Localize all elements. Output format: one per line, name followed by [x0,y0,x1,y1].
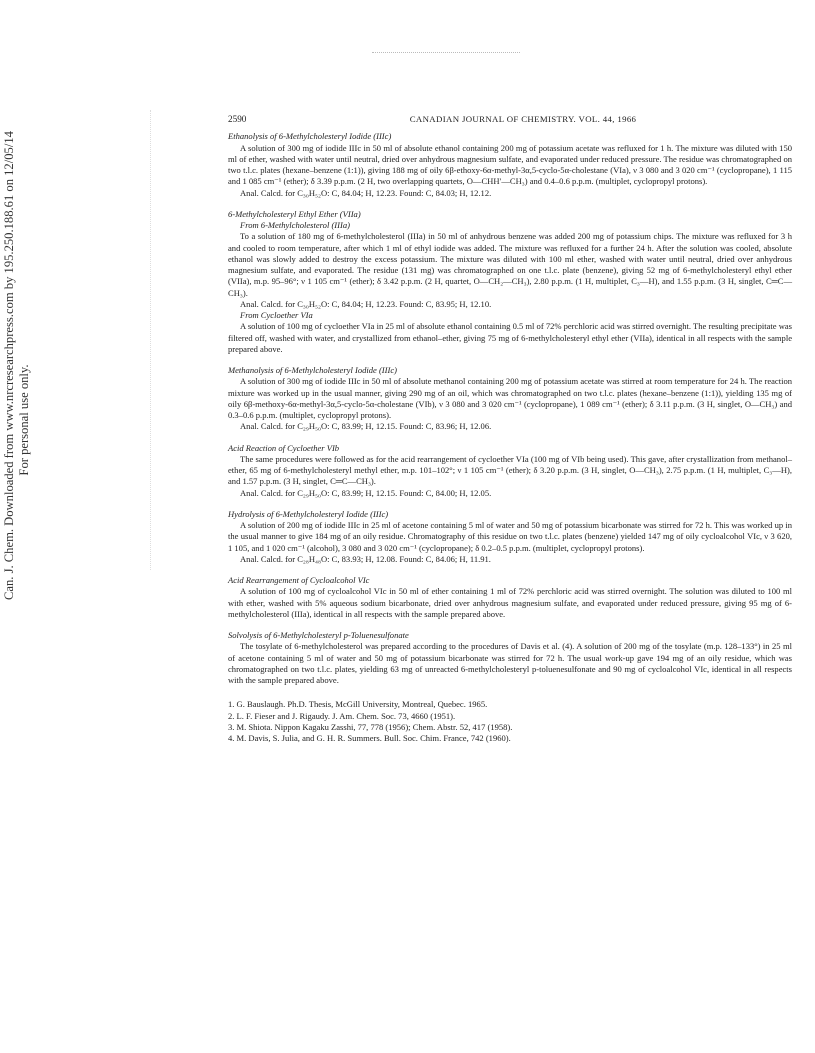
download-note-line-1: Can. J. Chem. Downloaded from www.nrcresearchpress.com by 195.250.188.61 on 12/05/14 [2,131,16,600]
section-title: Acid Rearrangement of Cycloalcohol VIc [228,575,370,585]
elemental-analysis: Anal. Calcd. for C₃₀H₅₂O: C, 84.04; H, 12.23. Found: C, 83.95; H, 12.10. [240,298,492,309]
elemental-analysis: Anal. Calcd. for C₃₀H₅₂O: C, 84.04; H, 12.23. Found: C, 84.03; H, 12.12. [240,187,492,198]
journal-title: CANADIAN JOURNAL OF CHEMISTRY. VOL. 44, 1966 [409,114,637,124]
reference-list [228,699,792,744]
section-title: Methanolysis of 6-Methylcholesteryl Iodide (IIIc) [228,365,397,375]
paragraph: A solution of 300 mg of iodide IIIc in 50 ml of absolute ethanol containing 200 mg of potassium acetate was refluxed for 1 h. The mixture was diluted with 150 ml of ether, washed with water until neutral, dried over anhydrous magnesium sulfate, and evaporated under reduced pressure. The residue was chromatographed on two t.l.c. plates (hexane–benzene (1:1)), giving 188 mg of oily 6β-ethoxy-6α-methyl-3α,5-cyclo-5α-cholestane (VIa), ν 3 080 and 3 020 cm⁻¹ (cyclopropane), 1 115 and 1 085 cm⁻¹ (ether); δ 3.39 p.p.m. (2 H, two overlapping quartets, O—CHH′—CH₃) and 0.4–0.6 p.p.m. (multiplet, cyclopropyl protons). [228,142,792,187]
section-title: Solvolysis of 6-Methylcholesteryl p-Toluenesulfonate [228,630,409,640]
paragraph: A solution of 300 mg of iodide IIIc in 50 ml of absolute methanol containing 200 mg of potassium acetate was stirred at room temperature for 24 h. The reaction mixture was worked up in the usual manner, giving 290 mg of an oil, which was chromatographed on two t.l.c. plates (hexane–benzene (1:1)), yielding 135 mg of oily 6β-methoxy-6α-methyl-3α,5-cyclo-5α-cholestane (VIb), ν 3 080 and 3 020 cm⁻¹ (cyclopropane), 1 089 cm⁻¹ (ether); δ 3.11 p.p.m. (3 H, singlet, O—CH₃) and 0.3–0.6 p.p.m. (multiplet, cyclopropyl protons). [228,376,792,420]
page-body [228,114,792,744]
scan-artifact [372,52,520,59]
paragraph: A solution of 100 mg of cycloether VIa in 25 ml of absolute ethanol containing 0.5 ml of 72% perchloric acid was stirred overnight. The resulting precipitate was filtered off, washed with water, and crystallized from ethanol–ether, giving 75 mg of 6-methylcholesteryl ethyl ether (VIIa), identical in all respects with the sample prepared above. [228,321,793,354]
elemental-analysis: Anal. Calcd. for C₂₉H₅₀O: C, 83.99; H, 12.15. Found: C, 84.00; H, 12.05. [240,487,492,498]
download-note-line-2: For personal use only. [17,364,31,476]
section-title: 6-Methylcholesteryl Ethyl Ether (VIIa) [228,208,361,219]
reference-item: 3. M. Shiota. Nippon Kagaku Zasshi, 77, 778 (1956); Chem. Abstr. 52, 417 (1958). [228,721,513,732]
subsection-title: From 6-Methylcholesterol (IIIa) [240,220,350,230]
elemental-analysis: Anal. Calcd. for C₂₈H₄₈O: C, 83.93; H, 12.08. Found: C, 84.06; H, 11.91. [240,553,491,564]
reference-item: 2. L. F. Fieser and J. Rigaudy. J. Am. Chem. Soc. 73, 4660 (1951). [228,710,456,721]
paragraph: The tosylate of 6-methylcholesterol was prepared according to the procedures of Davis et al. (4). A solution of 200 mg of the tosylate (m.p. 128–133°) in 25 ml of acetone containing 5 ml of water and 50 mg of potassium bicarbonate was stirred for 72 h. The usual work-up gave 194 mg of an oily residue, which was chromatographed on two t.l.c. plates, yielding 63 mg of unreacted 6-methylcholesteryl p-toluenesulfonate and 90 mg of cycloalcohol VIc, identical in all respects with the sample prepared above. [228,641,792,685]
page-number: 2590 [228,114,247,124]
reference-item: 1. G. Bauslaugh. Ph.D. Thesis, McGill University, Montreal, Quebec. 1965. [228,699,488,710]
section-title: Hydrolysis of 6-Methylcholesteryl Iodide (IIIc) [228,508,389,519]
margin-artifact [150,110,153,570]
section-title: Acid Reaction of Cycloether VIb [228,442,340,453]
download-watermark [2,131,44,600]
paragraph: A solution of 200 mg of iodide IIIc in 25 ml of acetone containing 5 ml of water and 50 mg of potassium bicarbonate was stirred for 72 h. This was worked up in the usual manner to give 184 mg of an oily residue. Chromatography of this residue on two t.l.c. plates (benzene) yielded 147 mg of oily cycloalcohol VIc, ν 3 620, 1 105, and 1 020 cm⁻¹ (alcohol), 3 080 and 3 020 cm⁻¹ (cyclopropane); δ 0.2–0.5 p.p.m. (multiplet, cyclopropyl protons). [228,520,792,553]
paragraph: A solution of 100 mg of cycloalcohol VIc in 50 ml of ether containing 1 ml of 72% perchloric acid was stirred overnight. The solution was diluted to 100 ml with ether, washed with 5% aqueous sodium bicarbonate, dried over anhydrous magnesium sulfate, and evaporated under reduced pressure, giving 95 mg of 6-methylcholesterol (IIIa), identical in all respects with the sample prepared above. [228,586,792,619]
paragraph: To a solution of 180 mg of 6-methylcholesterol (IIIa) in 50 ml of anhydrous benzene was added 200 mg of potassium chips. The mixture was refluxed for 3 h and cooled to room temperature, after which 1 ml of ethyl iodide was added. The mixture was refluxed for a further 24 h. After the solution was cooled, absolute ethanol was slowly added to destroy the excess potassium. The mixture was diluted with 100 ml ether, washed with water until neutral, dried over anhydrous magnesium sulfate, and evaporated. The residue (131 mg) was chromatographed on one t.l.c. plate (benzene), giving 52 mg of 6-methylcholesteryl ethyl ether (VIIa), m.p. 95–96°; ν 1 105 cm⁻¹ (ether); δ 3.42 p.p.m. (2 H, quartet, O—CH₂—CH₃), 2.80 p.p.m. (1 H, multiplet, C₃—H), and 1.55 p.p.m. (3 H, singlet, C═C—CH₃). [228,231,792,298]
running-header [228,114,792,125]
section-title: Ethanolysis of 6-Methylcholesteryl Iodide (IIIc) [228,131,392,142]
elemental-analysis: Anal. Calcd. for C₂₉H₅₀O: C, 83.99; H, 12.15. Found: C, 83.96; H, 12.06. [240,421,492,432]
reference-item: 4. M. Davis, S. Julia, and G. H. R. Summers. Bull. Soc. Chim. France, 742 (1960). [228,733,511,743]
paragraph: The same procedures were followed as for the acid rearrangement of cycloether VIa (100 mg of VIb being used). This gave, after crystallization from methanol–ether, 65 mg of 6-methylcholesteryl methyl ether, m.p. 101–102°; ν 1 105 cm⁻¹ (ether); δ 3.20 p.p.m. (3 H, singlet, O—CH₃), 2.75 p.p.m. (1 H, multiplet, C₃—H), and 1.57 p.p.m. (3 H, singlet, C═C—CH₃). [228,453,792,487]
subsection-title: From Cycloether VIa [240,310,313,320]
